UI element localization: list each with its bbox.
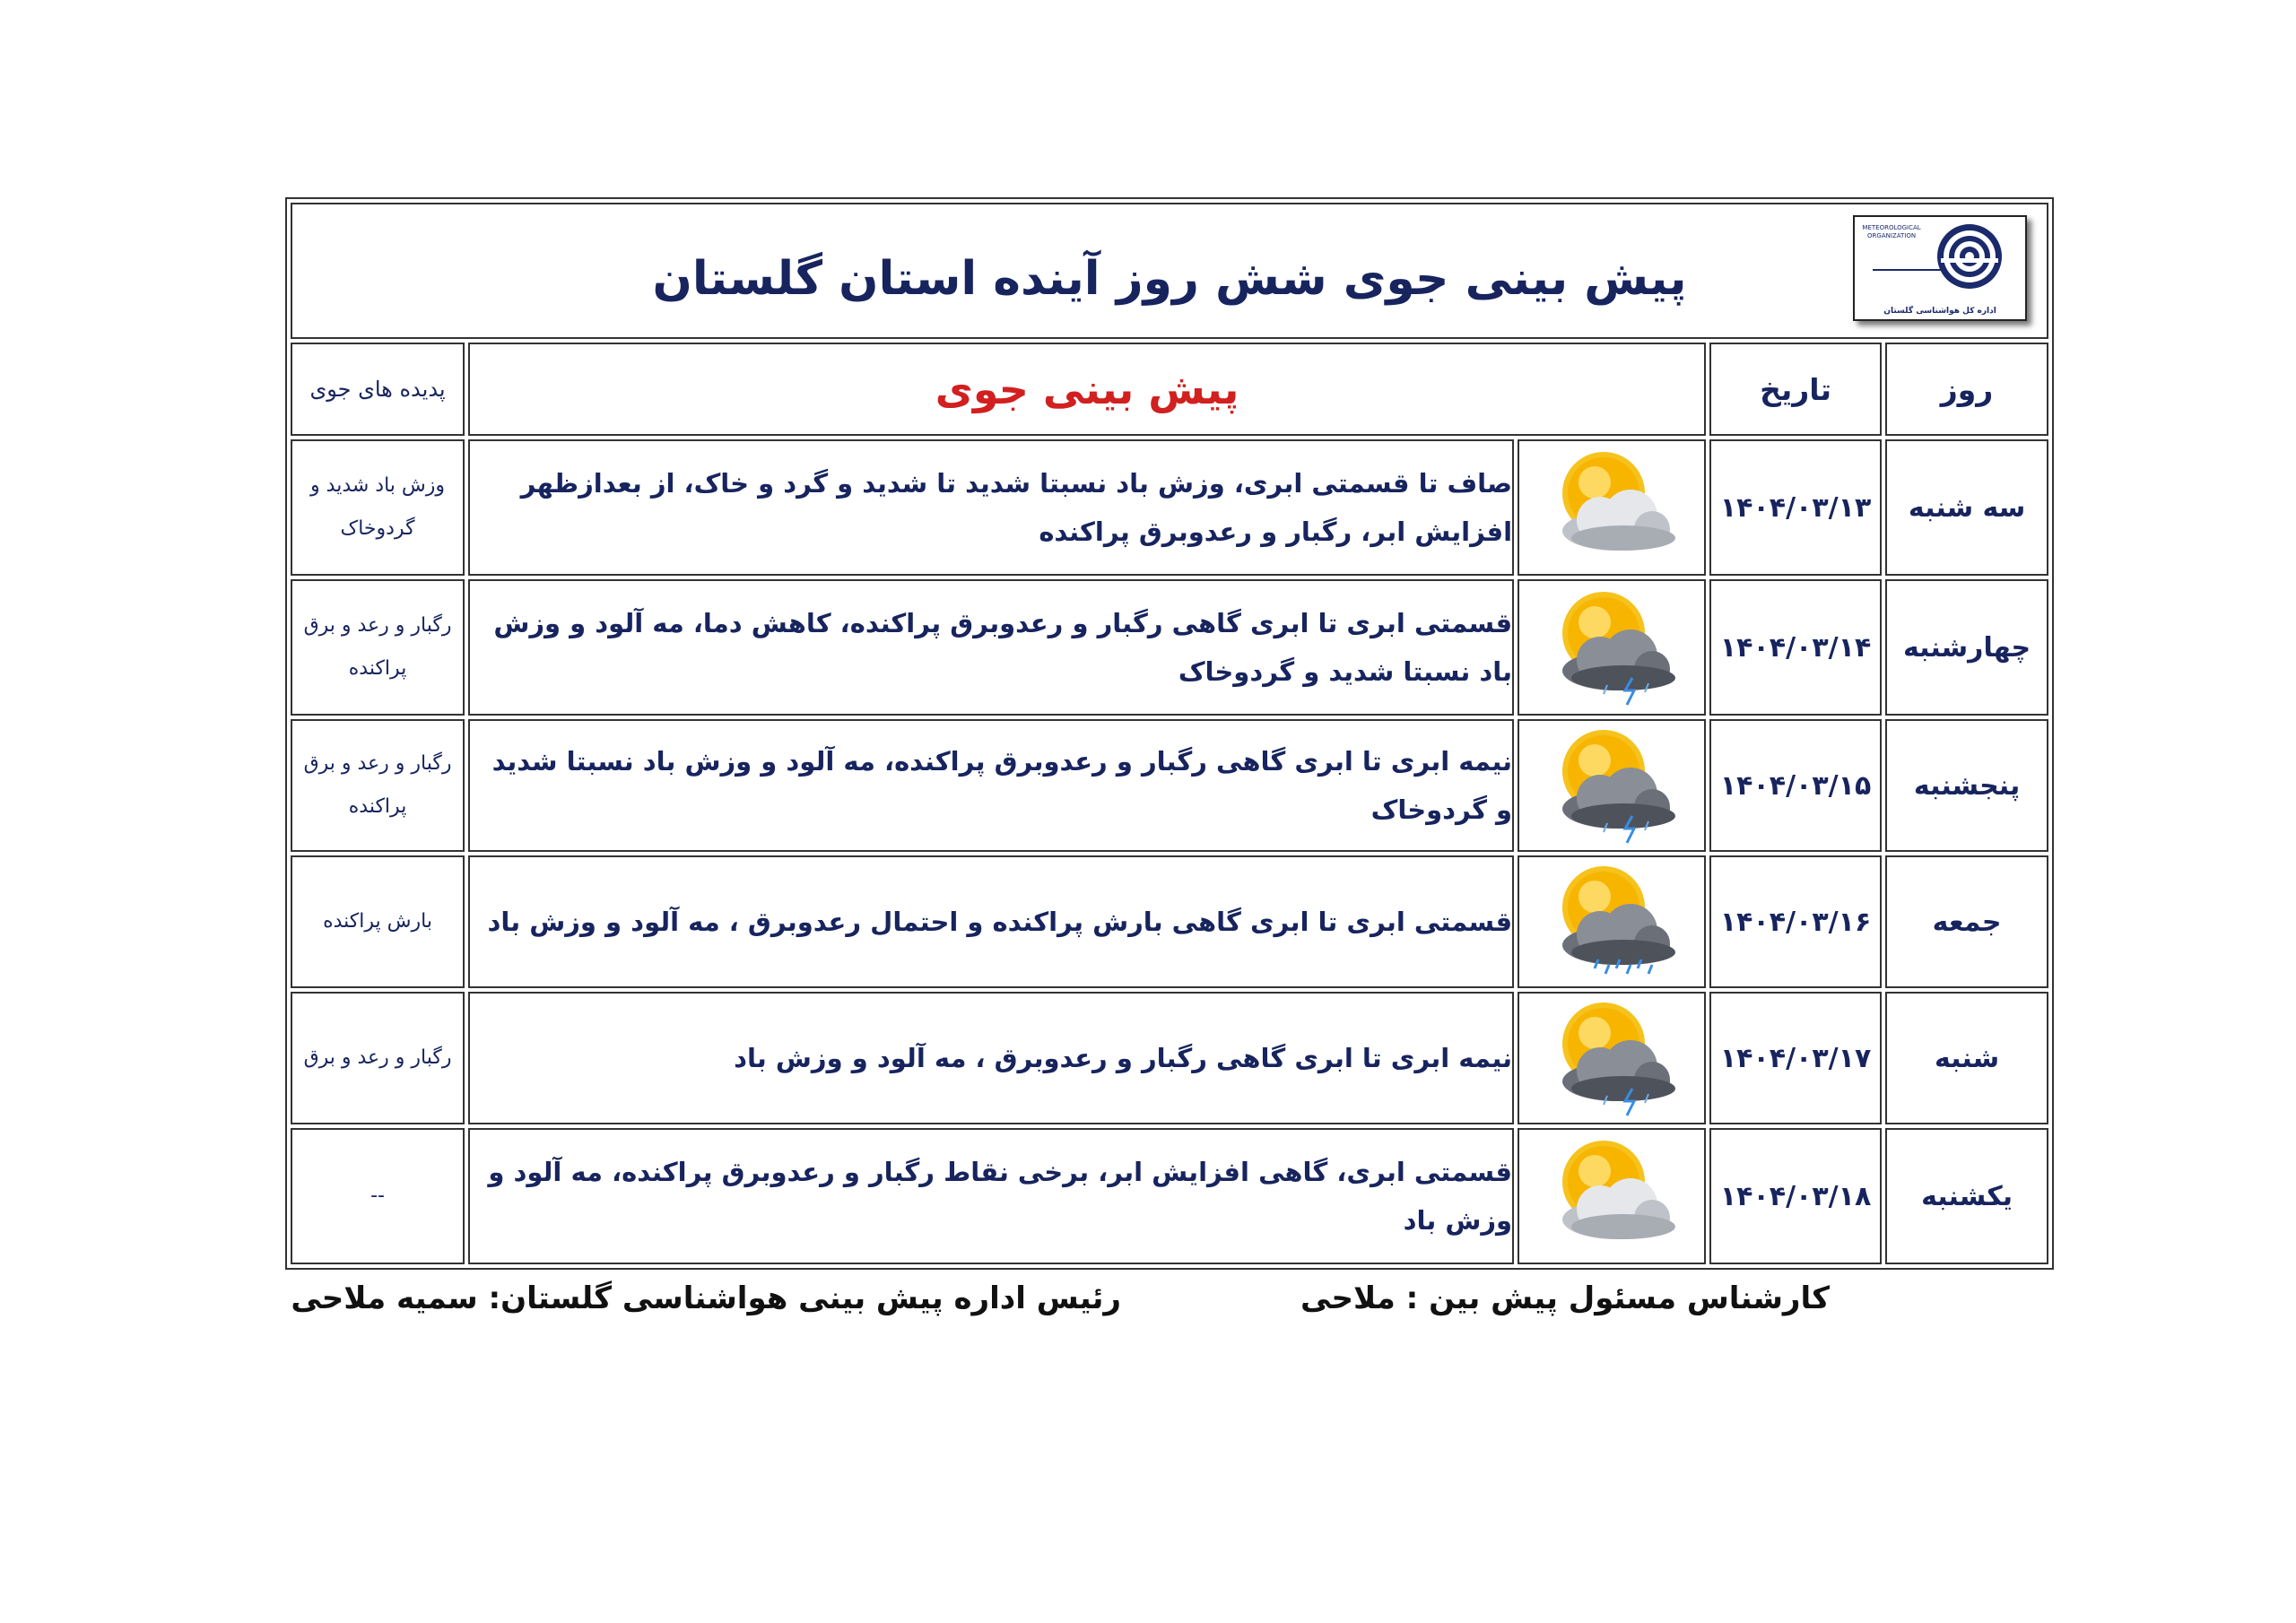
day-cell: چهارشنبه (1885, 579, 2048, 716)
phenomena-cell: -- (291, 1128, 465, 1264)
forecast-row (291, 1128, 2048, 1264)
thunderstorm-icon (1544, 833, 1679, 850)
phenomena-cell: رگبار و رعد و برق پراکنده (291, 579, 465, 716)
sun-cloud-icon (1544, 555, 1679, 572)
day-cell: شنبه (1885, 992, 2048, 1124)
weather-icon-cell (1518, 719, 1706, 852)
weather-icon-cell (1518, 855, 1706, 988)
logo-org-text: METEOROLOGICAL ORGANIZATION (1862, 224, 1921, 239)
date-cell: ۱۴۰۴/۰۳/۱۵ (1709, 719, 1882, 852)
day-cell: سه شنبه (1885, 439, 2048, 576)
date-cell: ۱۴۰۴/۰۳/۱۸ (1709, 1128, 1882, 1264)
forecast-row (291, 855, 2048, 988)
column-header-phenomena: پدیده های جوی (291, 343, 465, 436)
forecast-text-cell: قسمتی ابری، گاهی افزایش ابر، برخی نقاط رگبار و رعدوبرق پراکنده، مه آلود و وزش باد (468, 1128, 1514, 1264)
forecast-sheet (285, 197, 2043, 1270)
column-header-date: تاریخ (1709, 343, 1882, 436)
date-cell: ۱۴۰۴/۰۳/۱۷ (1709, 992, 1882, 1124)
page-title: پیش بینی جوی شش روز آینده استان گلستان (652, 252, 1687, 306)
day-cell: پنجشنبه (1885, 719, 2048, 852)
rain-cloud-icon (1544, 969, 1679, 986)
phenomena-cell: وزش باد شدید و گردوخاک (291, 439, 465, 576)
forecast-row (291, 992, 2048, 1124)
forecast-text-cell: نیمه ابری تا ابری گاهی رگبار و رعدوبرق ، مه آلود و وزش باد (468, 992, 1514, 1124)
column-header-forecast: پیش بینی جوی (468, 343, 1706, 436)
forecaster-signature: کارشناس مسئول پیش بین : ملاحی (1300, 1280, 1830, 1316)
weather-icon-cell (1518, 1128, 1706, 1264)
head-signature: رئیس اداره پیش بینی هواشناسی گلستان: سمیه ملاحی (291, 1280, 1121, 1316)
column-header-row (291, 343, 2048, 436)
column-header-day: روز (1885, 343, 2048, 436)
forecast-row (291, 579, 2048, 716)
date-cell: ۱۴۰۴/۰۳/۱۴ (1709, 579, 1882, 716)
header-cell (291, 203, 2048, 339)
forecast-text-cell: صاف تا قسمتی ابری، وزش باد نسبتا شدید تا شدید و گرد و خاک، از بعدازظهر افزایش ابر، رگبار و رعدوبرق پراکنده (468, 439, 1514, 576)
phenomena-cell: رگبار و رعد و برق (291, 992, 465, 1124)
logo-caption: اداره کل هواشناسی گلستان (1883, 307, 1996, 316)
header-row (291, 203, 2048, 339)
forecast-rows (291, 439, 2048, 1264)
date-cell: ۱۴۰۴/۰۳/۱۳ (1709, 439, 1882, 576)
thunderstorm-icon (1544, 695, 1679, 712)
forecast-text-cell: قسمتی ابری تا ابری گاهی رگبار و رعدوبرق پراکنده، کاهش دما، مه آلود و وزش باد نسبتا شدید و گردوخاک (468, 579, 1514, 716)
weather-icon-cell (1518, 579, 1706, 716)
day-cell: یکشنبه (1885, 1128, 2048, 1264)
thunderstorm-icon (1544, 1106, 1679, 1123)
forecast-text-cell: قسمتی ابری تا ابری گاهی بارش پراکنده و احتمال رعدوبرق ، مه آلود و وزش باد (468, 855, 1514, 988)
sun-cloud-icon (1544, 1244, 1679, 1261)
weather-icon-cell (1518, 439, 1706, 576)
weather-icon-cell (1518, 992, 1706, 1124)
forecast-table (285, 197, 2054, 1270)
forecast-row (291, 719, 2048, 852)
day-cell: جمعه (1885, 855, 2048, 988)
phenomena-cell: بارش پراکنده (291, 855, 465, 988)
forecast-text-cell: نیمه ابری تا ابری گاهی رگبار و رعدوبرق پراکنده، مه آلود و وزش باد نسبتا شدید و گردوخاک (468, 719, 1514, 852)
forecast-row (291, 439, 2048, 576)
phenomena-cell: رگبار و رعد و برق پراکنده (291, 719, 465, 852)
organization-logo (1853, 215, 2027, 321)
date-cell: ۱۴۰۴/۰۳/۱۶ (1709, 855, 1882, 988)
